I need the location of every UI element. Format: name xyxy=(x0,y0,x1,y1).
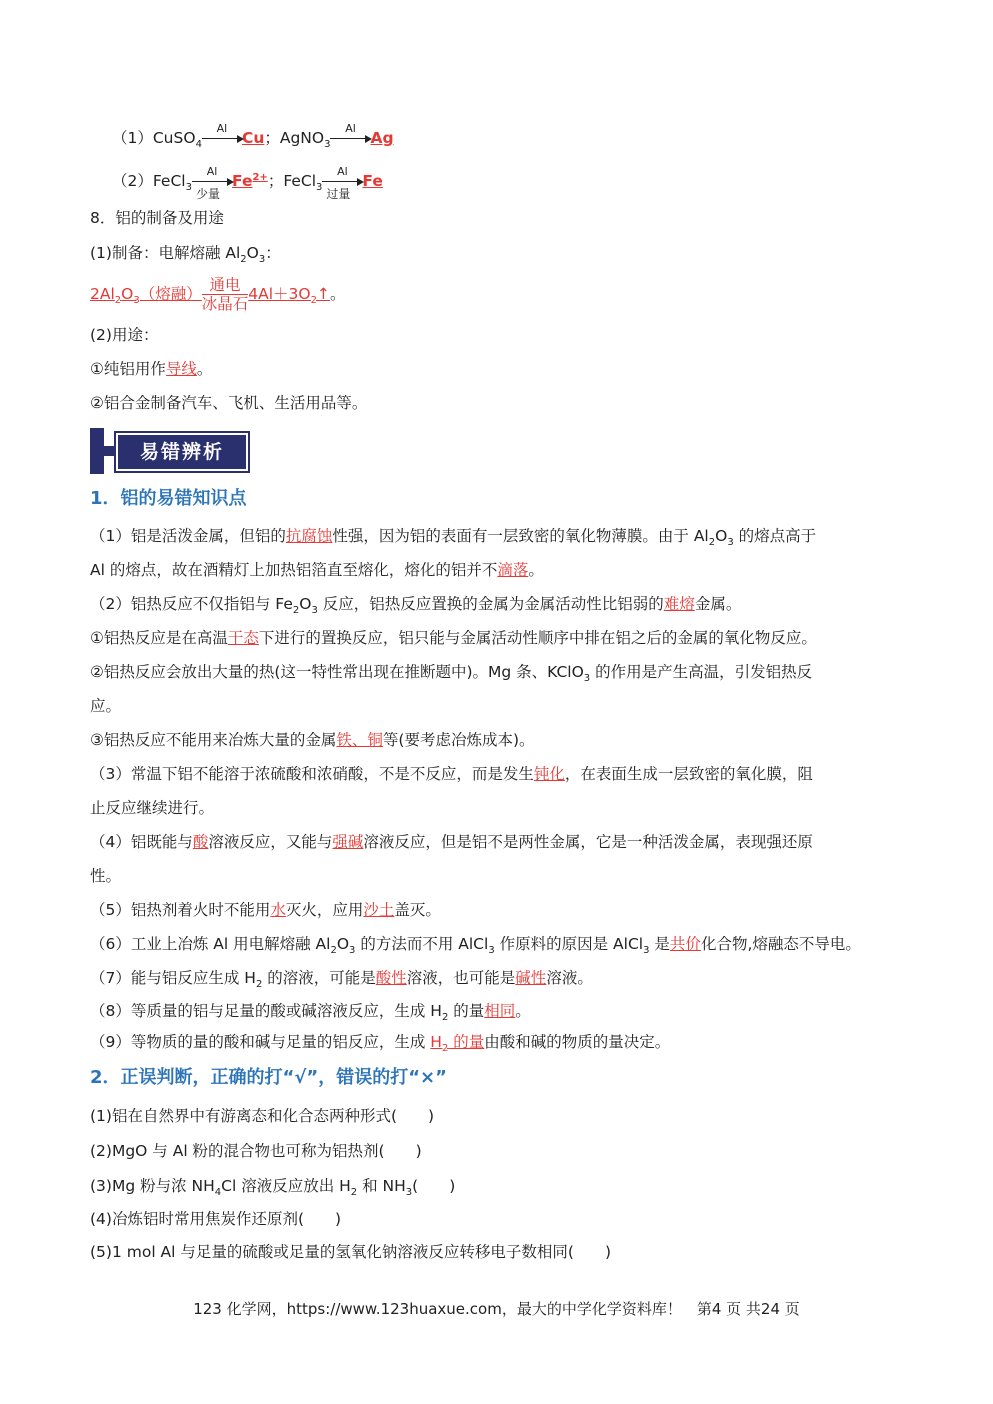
text: 灭火，应用 xyxy=(285,901,364,919)
text: 的量 xyxy=(448,1002,485,1020)
arrow-condition: Al xyxy=(337,164,348,178)
text: 溶液。 xyxy=(546,969,593,987)
use-1 xyxy=(90,358,212,380)
text: 化合物,熔融态不导电。 xyxy=(700,935,861,953)
text: （9）等物质的量的酸和碱与足量的铝反应，生成 xyxy=(90,1033,431,1051)
arrow-condition: Al xyxy=(206,164,218,178)
answer: Ag xyxy=(370,129,394,147)
text: （熔融） xyxy=(139,285,202,303)
p4b: 性。 xyxy=(90,867,122,885)
c2a xyxy=(90,661,812,683)
answer: 相同 xyxy=(484,1002,516,1020)
section-8-title: 8．铝的制备及用途 xyxy=(90,209,224,227)
text: (1)制备：电解熔融 Al xyxy=(90,244,241,262)
text: （8）等质量的铝与足量的酸或碱溶液反应，生成 H xyxy=(90,1002,442,1020)
answer: 沙土 xyxy=(363,901,395,919)
answer: 酸 xyxy=(192,833,209,851)
arrow-undertext: 少量 xyxy=(195,186,220,201)
answer: Fe xyxy=(362,172,383,190)
answer: 抗腐蚀 xyxy=(285,527,333,545)
text: 。 xyxy=(515,1002,531,1020)
text: ( ) xyxy=(412,1177,456,1195)
text: （3）常温下铝不能溶于浓硫酸和浓硝酸，不是不反应，而是发生 xyxy=(90,765,534,783)
condition-top: 通电 xyxy=(202,276,249,295)
answer xyxy=(430,1033,485,1055)
sub: 2 xyxy=(330,945,337,957)
c2b: 应。 xyxy=(90,697,122,715)
p5 xyxy=(90,899,441,921)
sub: 2 xyxy=(441,1012,449,1024)
banner-label: 易错辨析 xyxy=(114,431,250,473)
text: 作原料的原因是 AlCl xyxy=(494,935,644,953)
equation-left xyxy=(90,285,202,307)
text: 的熔点高于 xyxy=(733,527,817,545)
equation-right xyxy=(248,285,330,307)
text: O xyxy=(246,244,259,262)
arrow-undertext: 过量 xyxy=(326,186,351,201)
text: O xyxy=(121,285,134,303)
p9 xyxy=(90,1031,670,1053)
text: （7）能与铝反应生成 H xyxy=(90,969,256,987)
text: 反应，铝热反应置换的金属为金属活动性比铝弱的 xyxy=(317,595,664,613)
text: （6）工业上冶炼 Al 用电解熔融 Al xyxy=(90,935,331,953)
answer: Fe xyxy=(231,172,253,190)
text: 4Al＋3O xyxy=(248,285,311,303)
answer: 钝化 xyxy=(533,765,565,783)
q4: (4)冶炼铝时常用焦炭作还原剂( ) xyxy=(90,1210,342,1228)
p3b: 止反应继续进行。 xyxy=(90,799,215,817)
q5: (5)1 mol Al 与足量的硫酸或足量的氢氧化钠溶液反应转移电子数相同( ) xyxy=(90,1243,611,1261)
sub: 3 xyxy=(324,139,331,151)
reaction-line-1 xyxy=(112,121,394,151)
text: O xyxy=(336,935,350,953)
sub: 3 xyxy=(643,945,650,957)
p4a xyxy=(90,831,813,853)
answer: 碱性 xyxy=(515,969,547,987)
text: 盖灭。 xyxy=(394,901,441,919)
text: 是 xyxy=(649,935,670,953)
text: ： xyxy=(265,244,281,262)
text: （2）铝热反应不仅指铝与 Fe xyxy=(90,595,293,613)
sub: 3 xyxy=(311,605,318,617)
text: 的量 xyxy=(448,1033,485,1051)
text: 2Al xyxy=(90,285,115,303)
text: (3)Mg 粉与浓 NH xyxy=(90,1177,215,1195)
sup: 2+ xyxy=(252,171,268,183)
p2 xyxy=(90,593,741,615)
page-footer: 123 化学网，https://www.123huaxue.com，最大的中学化学资料库！ 第4 页 共24 页 xyxy=(193,1300,800,1318)
c3 xyxy=(90,729,535,751)
text: 性强，因为铝的表面有一层致密的氧化物薄膜。由于 Al xyxy=(332,527,709,545)
answer: 水 xyxy=(270,901,286,919)
sub: 3 xyxy=(349,945,356,957)
sub: 4 xyxy=(214,1187,222,1199)
text: Cl 溶液反应放出 H xyxy=(221,1177,351,1195)
text: H xyxy=(430,1033,442,1051)
answer: 滴落 xyxy=(497,561,529,579)
text: Al 的熔点，故在酒精灯上加热铝箔直至熔化，熔化的铝并不 xyxy=(90,561,498,579)
sub: 2 xyxy=(441,1043,449,1055)
p8 xyxy=(90,1000,531,1022)
sub: 2 xyxy=(114,295,122,307)
text: ③铝热反应不能用来冶炼大量的金属 xyxy=(90,731,337,749)
answer: 干态 xyxy=(227,629,259,647)
text: 溶液反应，又能与 xyxy=(208,833,333,851)
answer: 铁、铜 xyxy=(336,731,383,749)
text: ①纯铝用作 xyxy=(90,360,166,378)
sub: 3 xyxy=(133,295,140,307)
text: 下进行的置换反应，铝只能与金属活动性顺序中排在铝之后的金属的氧化物反应。 xyxy=(258,629,817,647)
text: ；FeCl xyxy=(267,172,317,190)
text: 等(要考虑冶炼成本)。 xyxy=(382,731,535,749)
text: （1）CuSO xyxy=(112,129,196,147)
text: ；AgNO xyxy=(264,129,325,147)
sub: 3 xyxy=(405,1187,413,1199)
electrolysis-equation xyxy=(90,276,346,313)
arrow-condition: Al xyxy=(216,121,228,135)
equation-condition xyxy=(202,276,249,313)
c1 xyxy=(90,627,817,649)
use-label: (2)用途： xyxy=(90,326,159,344)
p3a xyxy=(90,763,813,785)
text: ，在表面生成一层致密的氧化膜，阻 xyxy=(564,765,813,783)
sub: 3 xyxy=(583,673,591,685)
reaction-arrow xyxy=(202,121,242,150)
text: 由酸和碱的物质的量决定。 xyxy=(484,1033,671,1051)
text: （4）铝既能与 xyxy=(90,833,193,851)
q1: (1)铝在自然界中有游离态和化合态两种形式( ) xyxy=(90,1107,435,1125)
answer: Cu xyxy=(241,129,265,147)
reaction-arrow xyxy=(192,164,232,201)
prep-label xyxy=(90,242,281,264)
sub: 2 xyxy=(255,979,263,991)
text: 。 xyxy=(196,360,213,378)
sub: 4 xyxy=(195,139,202,151)
q3 xyxy=(90,1175,455,1197)
sub: 3 xyxy=(316,182,323,194)
sub: 2 xyxy=(240,254,247,266)
text: ↑ xyxy=(316,285,330,303)
text: O xyxy=(299,595,312,613)
text: 的方法而不用 AlCl xyxy=(355,935,489,953)
answer: 强碱 xyxy=(332,833,364,851)
sub: 2 xyxy=(310,295,317,307)
text: 的溶液，可能是 xyxy=(262,969,376,987)
text: 的作用是产生高温，引发铝热反 xyxy=(590,663,813,681)
text: 溶液，也可能是 xyxy=(406,969,516,987)
sub: 3 xyxy=(185,182,192,194)
sub: 2 xyxy=(708,537,716,549)
q2: (2)MgO 与 Al 粉的混合物也可称为铝热剂( ) xyxy=(90,1142,422,1160)
p7 xyxy=(90,967,593,989)
s1-title: 1．铝的易错知识点 xyxy=(90,488,247,509)
sub: 3 xyxy=(258,254,266,266)
sub: 2 xyxy=(350,1187,358,1199)
sub: 2 xyxy=(292,605,300,617)
answer: 酸性 xyxy=(375,969,407,987)
text: ②铝热反应会放出大量的热(这一特性常出现在推断题中)。Mg 条、KClO xyxy=(90,663,584,681)
reaction-arrow xyxy=(322,164,362,201)
sub: 3 xyxy=(488,945,495,957)
text: （1）铝是活泼金属，但铝的 xyxy=(90,527,286,545)
sub: 3 xyxy=(727,537,734,549)
p1b xyxy=(90,559,544,581)
reaction-line-2 xyxy=(112,164,383,201)
answer: 共价 xyxy=(669,935,701,953)
text: 。 xyxy=(528,561,544,579)
use-2: ②铝合金制备汽车、飞机、生活用品等。 xyxy=(90,394,368,412)
answer: 导线 xyxy=(165,360,197,378)
text: （2）FeCl xyxy=(112,172,186,190)
text: 金属。 xyxy=(694,595,742,613)
arrow-condition: Al xyxy=(345,121,356,135)
text: 和 NH xyxy=(357,1177,406,1195)
s2-title: 2．正误判断，正确的打“√”，错误的打“×” xyxy=(90,1067,447,1088)
text: 。 xyxy=(329,285,346,303)
p1a xyxy=(90,525,816,547)
text: O xyxy=(715,527,728,545)
condition-bottom: 冰晶石 xyxy=(201,295,249,313)
reaction-arrow xyxy=(330,121,370,150)
answer: 难熔 xyxy=(663,595,695,613)
section-banner xyxy=(90,428,250,474)
text: 溶液反应，但是铝不是两性金属，它是一种活泼金属，表现强还原 xyxy=(363,833,813,851)
p6 xyxy=(90,933,861,955)
text: ①铝热反应是在高温 xyxy=(90,629,228,647)
text: （5）铝热剂着火时不能用 xyxy=(90,901,271,919)
